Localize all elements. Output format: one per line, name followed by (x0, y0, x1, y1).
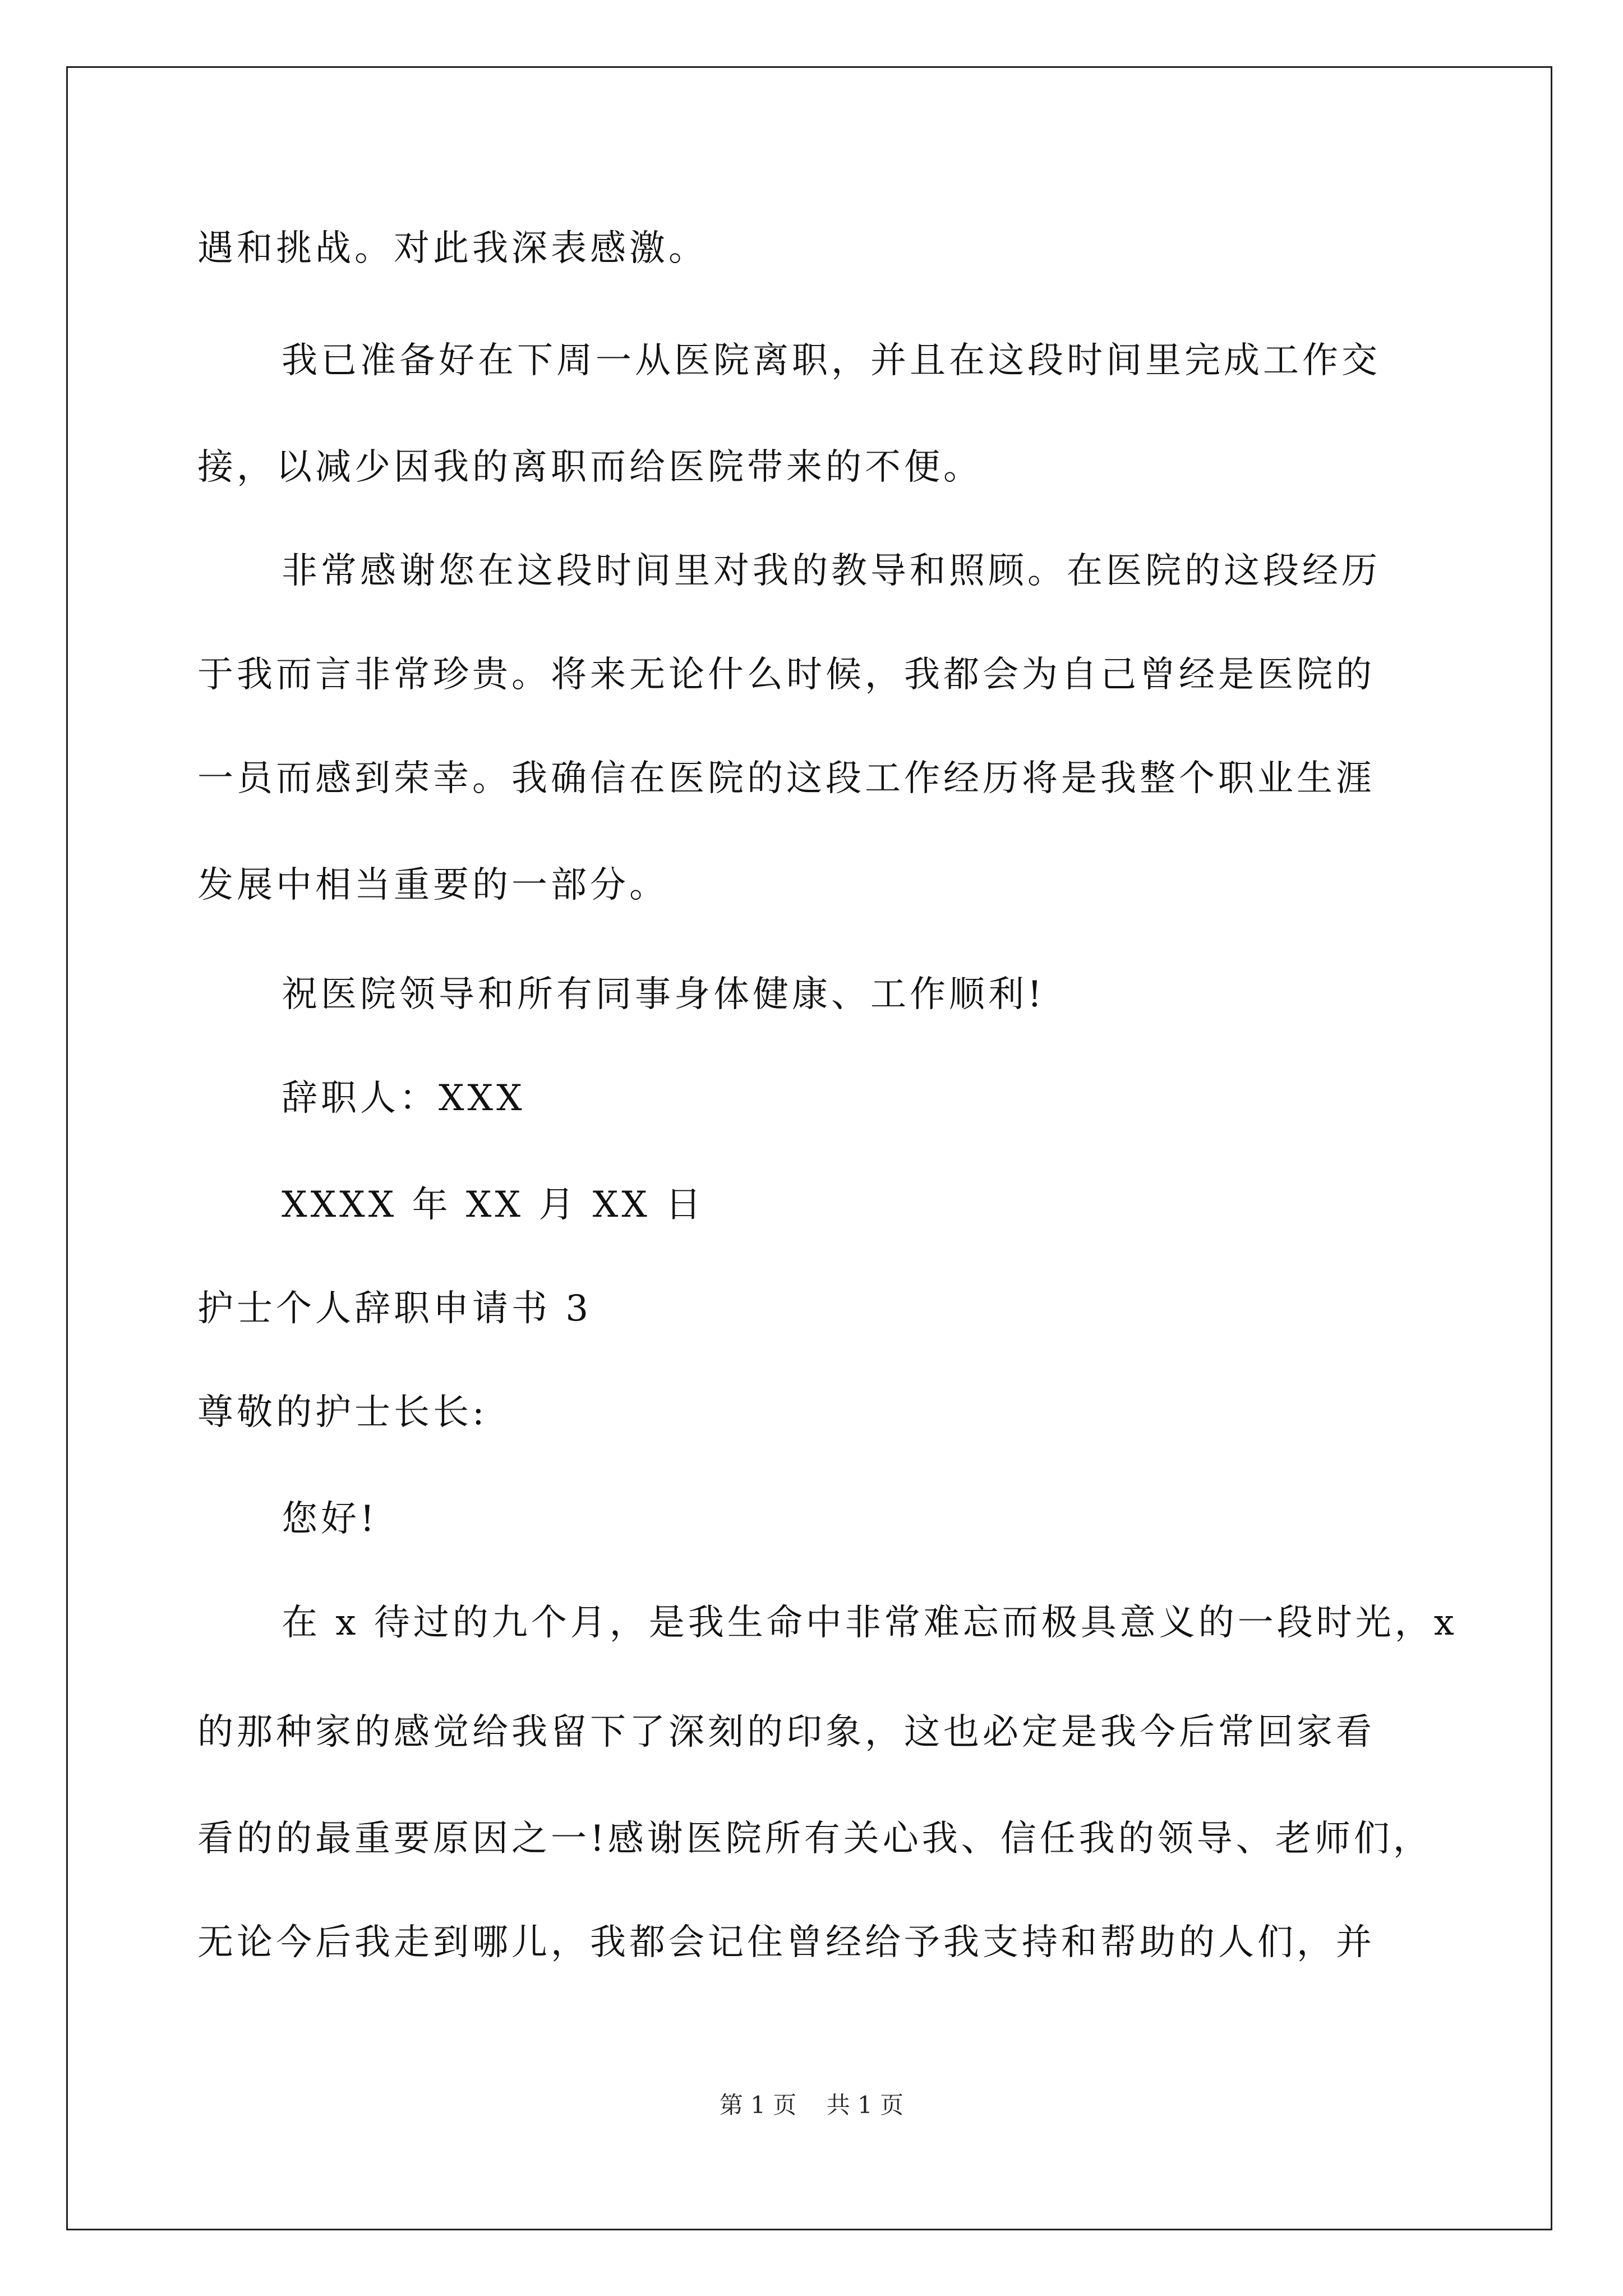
paragraph-resignation-date: 我已准备好在下周一从医院离职，并且在这段时间里完成工作交 (282, 340, 1381, 381)
page-number-footer: 第 1 页 共 1 页 (719, 2091, 904, 2119)
text-line-continuation: 遇和挑战。对此我深表感激。 (197, 228, 708, 269)
text-line: 于我而言非常珍贵。将来无论什么时候，我都会为自己曾经是医院的 (197, 654, 1375, 696)
closing-wishes: 祝医院领导和所有同事身体健康、工作顺利! (282, 974, 1045, 1015)
text-line: 接，以减少因我的离职而给医院带来的不便。 (197, 447, 983, 488)
text-line: 发展中相当重要的一部分。 (197, 864, 668, 906)
text-line: 的那种家的感觉给我留下了深刻的印象，这也必定是我今后常回家看 (197, 1711, 1375, 1753)
page-border (66, 66, 1552, 2230)
date-line: XXXX 年 XX 月 XX 日 (282, 1184, 705, 1226)
text-line: 一员而感到荣幸。我确信在医院的这段工作经历将是我整个职业生涯 (197, 758, 1375, 799)
paragraph-thanks: 非常感谢您在这段时间里对我的教导和照顾。在医院的这段经历 (282, 550, 1381, 592)
greeting: 您好! (282, 1498, 378, 1540)
signature-line: 辞职人：XXX (282, 1078, 525, 1119)
text-line: 看的的最重要原因之一!感谢医院所有关心我、信任我的领导、老师们， (197, 1818, 1432, 1860)
paragraph-gratitude: 在 x 待过的九个月，是我生命中非常难忘而极具意义的一段时光，x (282, 1602, 1458, 1644)
salutation: 尊敬的护士长长: (197, 1392, 488, 1433)
section-heading: 护士个人辞职申请书 3 (197, 1288, 592, 1329)
text-line: 无论今后我走到哪儿，我都会记住曾经给予我支持和帮助的人们，并 (197, 1922, 1375, 1963)
